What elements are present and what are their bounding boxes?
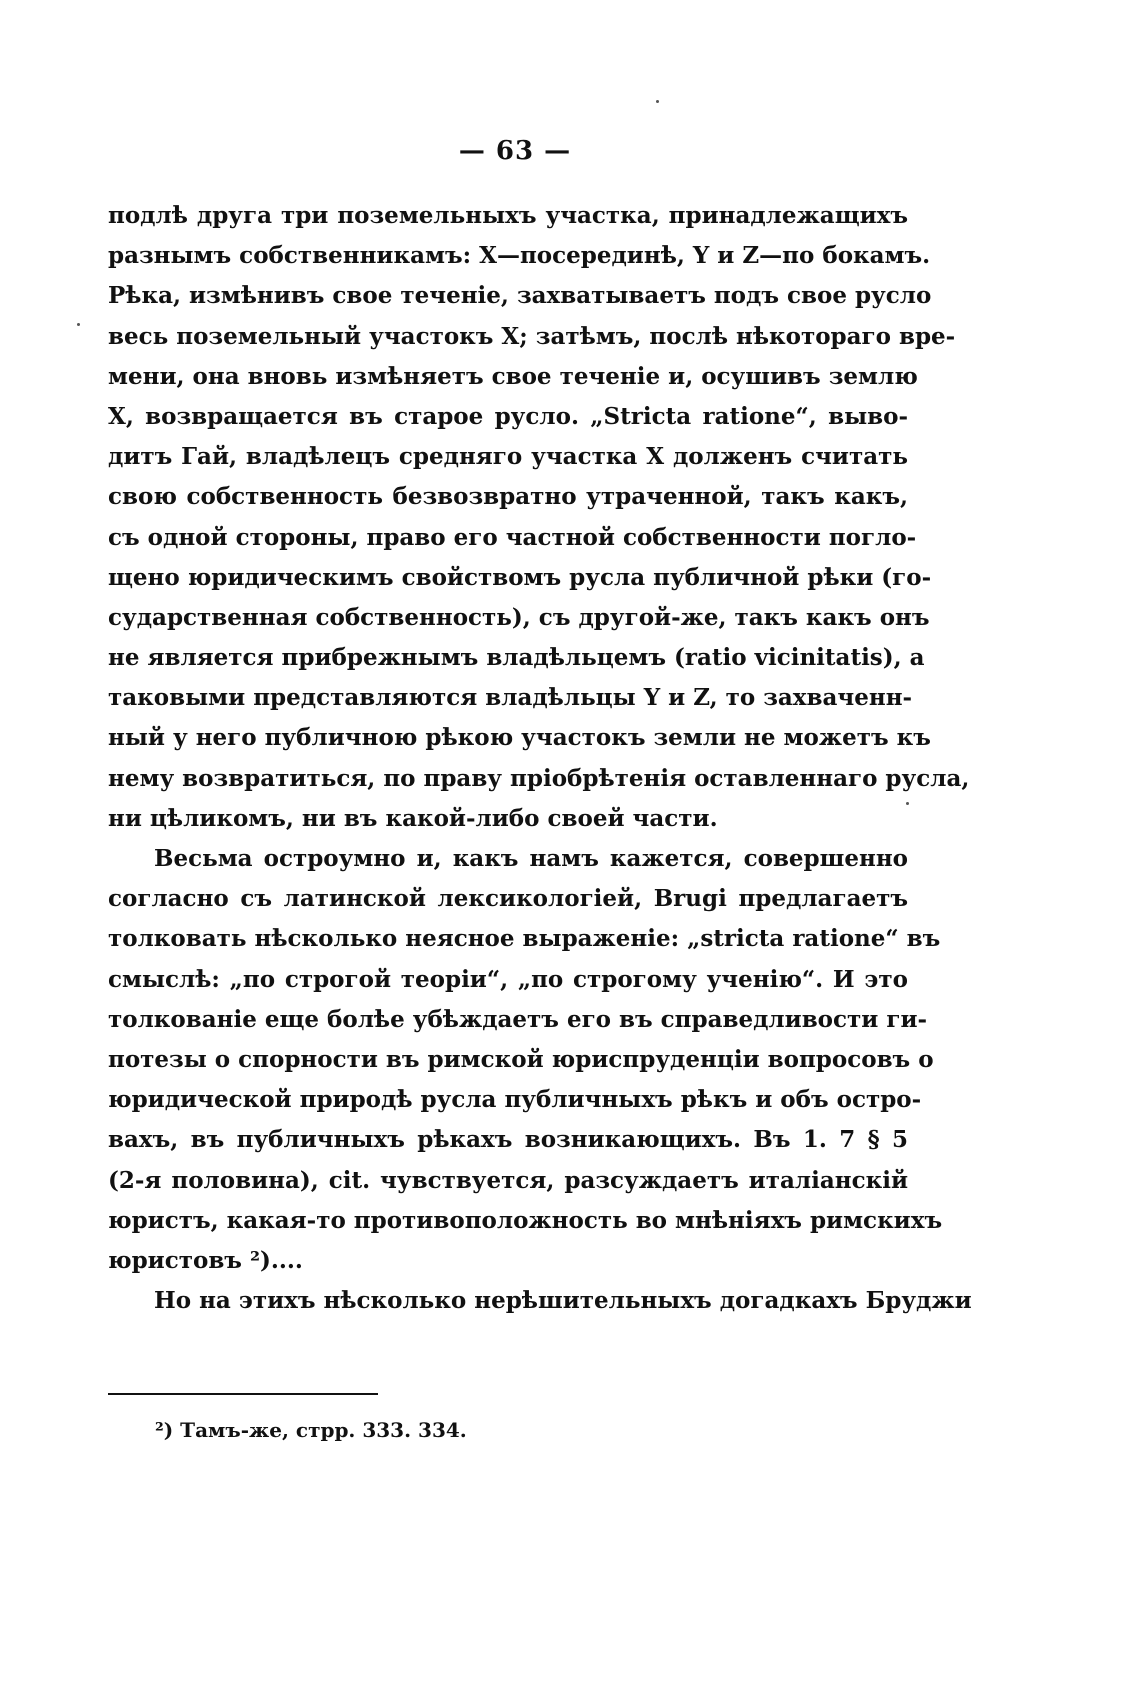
text-line: Но на этихъ нѣсколько нерѣшительныхъ догадкахъ Бруджи	[154, 1287, 972, 1315]
text-line: юридической природѣ русла публичныхъ рѣкъ и объ остро-	[108, 1086, 922, 1114]
text-line: толковать нѣсколько неясное выраженіе: „stricta ratione“ въ	[108, 925, 941, 953]
text-line: не является прибрежнымъ владѣльцемъ (ratio vicinitatis), а	[108, 644, 925, 672]
text-line: смыслѣ: „по строгой теоріи“, „по строгому ученію“. И это	[108, 965, 908, 993]
text-line: юристъ, какая-то противоположность во мнѣніяхъ римскихъ	[108, 1206, 943, 1234]
text-line: ни цѣликомъ, ни въ какой-либо своей части.	[108, 804, 718, 832]
text-line: мени, она вновь измѣняетъ свое теченіе и, осушивъ землю	[108, 362, 918, 390]
text-line: юристовъ ²)....	[108, 1246, 303, 1274]
text-line: ный у него публичною рѣкою участокъ земли не можетъ къ	[108, 724, 931, 752]
text-line: разнымъ собственникамъ: X—посерединѣ, Y и Z—по бокамъ.	[108, 242, 931, 270]
footnote: ²) Тамъ-же, стрр. 333. 334.	[155, 1418, 467, 1442]
body-text	[108, 196, 972, 1321]
text-line: X, возвращается въ старое русло. „Stricta ratione“, выво-	[108, 402, 908, 430]
page-number: — 63 —	[458, 136, 572, 166]
text-line: дитъ Гай, владѣлецъ средняго участка X долженъ считать	[108, 443, 908, 471]
text-line: нему возвратиться, по праву пріобрѣтенія оставленнаго русла,	[108, 764, 970, 792]
margin-speck	[906, 802, 909, 805]
text-line: (2-я половина), cit. чувствуется, разсуждаетъ италіанскій	[108, 1166, 908, 1194]
text-line: сударственная собственность), съ другой-же, такъ какъ онъ	[108, 603, 930, 631]
text-line: подлѣ друга три поземельныхъ участка, принадлежащихъ	[108, 202, 908, 229]
text-line: съ одной стороны, право его частной собственности погло-	[108, 523, 917, 551]
text-line: весь поземельный участокъ X; затѣмъ, послѣ нѣкотораго вре-	[108, 322, 956, 350]
text-line: Рѣка, измѣнивъ свое теченіе, захватываетъ подъ свое русло	[108, 282, 932, 310]
text-line: Весьма остроумно и, какъ намъ кажется, совершенно	[154, 845, 908, 872]
text-line: щено юридическимъ свойствомъ русла публичной рѣки (го-	[108, 563, 932, 591]
margin-speck	[77, 323, 80, 326]
text-line: свою собственность безвозвратно утраченной, такъ какъ,	[108, 483, 908, 511]
margin-speck	[656, 100, 659, 103]
text-line: толкованіе еще болѣе убѣждаетъ его въ справедливости ги-	[108, 1005, 928, 1033]
footnote-divider	[108, 1393, 378, 1395]
text-line: таковыми представляются владѣльцы Y и Z, то захваченн-	[108, 684, 913, 712]
text-line: потезы о спорности въ римской юриспруденціи вопросовъ о	[108, 1045, 934, 1073]
text-line: согласно съ латинской лексикологіей, Brugi предлагаетъ	[108, 885, 908, 913]
text-line: вахъ, въ публичныхъ рѣкахъ возникающихъ. Въ 1. 7 § 5	[108, 1126, 908, 1154]
